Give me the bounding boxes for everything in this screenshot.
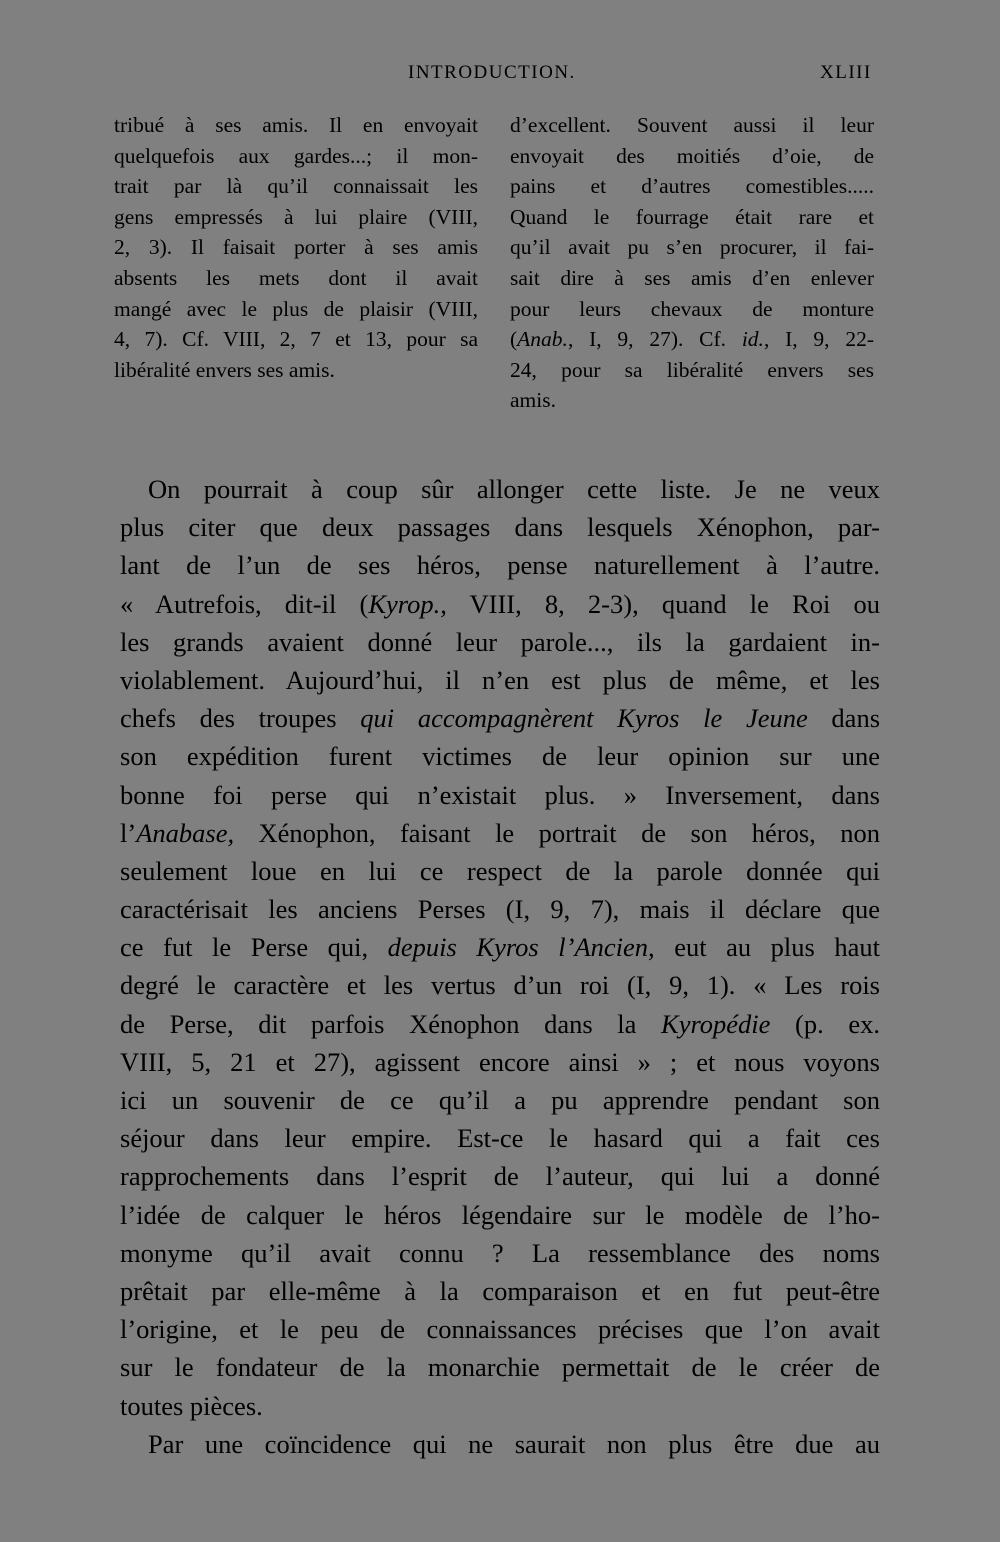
text-line: toutes pièces. <box>120 1390 263 1421</box>
text-line: bonne foi perse qui n’existait plus. » Inversement, dans <box>120 779 880 810</box>
footnote-line: mangé avec le plus de plaisir (VIII, <box>114 296 478 321</box>
footnote-line: d’excellent. Souvent aussi il leur <box>510 113 874 137</box>
text-line: chefs des troupes qui accompagnèrent Kyros le Jeune dans <box>120 703 881 734</box>
footnote-line: tribué à ses amis. Il en envoyait <box>114 113 478 137</box>
text-line: Par une coïncidence qui ne saurait non plus être due au <box>148 1428 880 1459</box>
footnote-line: Quand le fourrage était rare et <box>510 204 874 229</box>
text-line: de Perse, dit parfois Xénophon dans la Kyropédie (p. ex. <box>120 1008 880 1039</box>
footnote-line: 24, pour sa libéralité envers ses <box>510 357 874 382</box>
text-line: plus citer que deux passages dans lesquels Xénophon, par- <box>120 512 880 543</box>
text-line: les grands avaient donné leur parole..., ils la gardaient in- <box>120 626 880 657</box>
footnote-line: 4, 7). Cf. VIII, 2, 7 et 13, pour sa <box>114 327 478 352</box>
footnote-column-left <box>114 110 478 385</box>
footnote-line: quelquefois aux gardes...; il mon- <box>114 143 478 168</box>
text-line: ce fut le Perse qui, depuis Kyros l’Ancien, eut au plus haut <box>120 932 880 963</box>
footnote-line: sait dire à ses amis d’en enlever <box>510 265 874 290</box>
footnote-line: pour leurs chevaux de monture <box>510 296 874 321</box>
text-line: monyme qu’il avait connu ? La ressemblance des noms <box>120 1237 880 1268</box>
text-line: prêtait par elle-même à la comparaison et en fut peut-être <box>120 1275 880 1306</box>
text-line: caractérisait les anciens Perses (I, 9, 7), mais il déclare que <box>120 894 880 925</box>
page-header <box>0 62 1000 92</box>
text-line: sur le fondateur de la monarchie permettait de le créer de <box>120 1352 880 1383</box>
footnote-line: envoyait des moitiés d’oie, de <box>510 143 874 168</box>
text-line: lant de l’un de ses héros, pense naturellement à l’autre. <box>120 550 880 581</box>
footnote-line: libéralité envers ses amis. <box>114 357 335 382</box>
text-line: séjour dans leur empire. Est-ce le hasard qui a fait ces <box>120 1123 880 1154</box>
footnote-line: 2, 3). Il faisait porter à ses amis <box>114 235 478 260</box>
text-line: degré le caractère et les vertus d’un roi (I, 9, 1). « Les rois <box>120 970 880 1001</box>
text-line: « Autrefois, dit-il (Kyrop., VIII, 8, 2-3), quand le Roi ou <box>120 588 880 619</box>
footnote-line: amis. <box>510 388 556 413</box>
text-line: l’idée de calquer le héros légendaire sur le modèle de l’ho- <box>120 1199 880 1230</box>
footnote-line: trait par là qu’il connaissait les <box>114 174 478 199</box>
text-line: VIII, 5, 21 et 27), agissent encore ainsi » ; et nous voyons <box>120 1046 880 1077</box>
text-line: ici un souvenir de ce qu’il a pu apprendre pendant son <box>120 1085 880 1115</box>
footnote-line: pains et d’autres comestibles..... <box>510 174 874 199</box>
text-line: On pourrait à coup sûr allonger cette liste. Je ne veux <box>148 474 880 504</box>
text-line: violablement. Aujourd’hui, il n’en est plus de même, et les <box>120 664 880 695</box>
footnote-line: qu’il avait pu s’en procurer, il fai- <box>510 235 874 260</box>
text-line: l’Anabase, Xénophon, faisant le portrait de son héros, non <box>120 817 880 848</box>
text-line: rapprochements dans l’esprit de l’auteur, qui lui a donné <box>120 1161 880 1192</box>
text-line: seulement loue en lui ce respect de la parole donnée qui <box>120 855 880 886</box>
footnote-line: gens empressés à lui plaire (VIII, <box>114 204 478 229</box>
text-line: son expédition furent victimes de leur opinion sur une <box>120 741 880 772</box>
footnote-line: (Anab., I, 9, 27). Cf. id., I, 9, 22- <box>510 327 874 352</box>
running-title: INTRODUCTION. <box>408 62 576 83</box>
page-number: XLIII <box>820 62 872 83</box>
footnote-line: absents les mets dont il avait <box>114 265 478 290</box>
text-line: l’origine, et le peu de connaissances précises que l’on avait <box>120 1314 880 1345</box>
main-text <box>120 470 880 1463</box>
footnote-column-right <box>510 110 874 416</box>
